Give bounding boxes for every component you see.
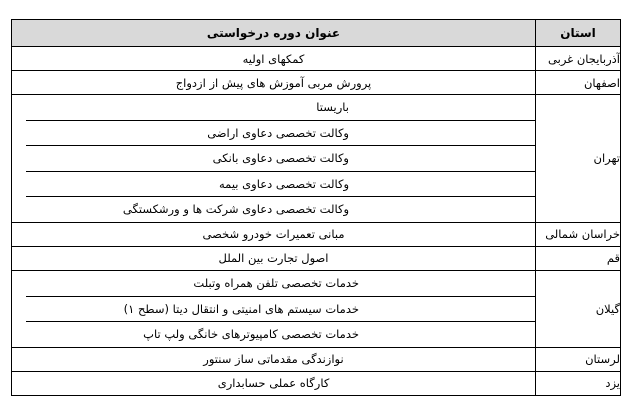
province-cell: یزد bbox=[536, 371, 621, 395]
course-item: وکالت تخصصی دعاوی بیمه bbox=[26, 172, 535, 198]
course-item: خدمات سیستم های امنیتی و انتقال دیتا (سطح ۱) bbox=[26, 297, 535, 323]
table-row bbox=[12, 47, 621, 71]
table-row bbox=[12, 371, 621, 395]
province-cell: قم bbox=[536, 246, 621, 270]
course-item: وکالت تخصصی دعاوی اراضی bbox=[26, 121, 535, 147]
province-cell: آذربایجان غربی bbox=[536, 47, 621, 71]
course-item: وکالت تخصصی دعاوی شرکت ها و ورشکستگی bbox=[122, 202, 349, 217]
province-cell: تهران bbox=[536, 95, 621, 223]
course-item: خدمات تخصصی کامپیوترهای خانگی ولپ تاپ bbox=[143, 327, 359, 342]
table-row bbox=[12, 246, 621, 270]
table-row bbox=[12, 71, 621, 95]
course-group bbox=[12, 270, 536, 347]
course-cell: اصول تجارت بین الملل bbox=[12, 246, 536, 270]
course-item: باریستا bbox=[26, 95, 535, 121]
course-list bbox=[12, 95, 535, 222]
course-cell: نوازندگی مقدماتی ساز سنتور bbox=[12, 347, 536, 371]
course-cell: کمکهای اولیه bbox=[12, 47, 536, 71]
course-group bbox=[12, 95, 536, 223]
course-item: خدمات تخصصی تلفن همراه وتبلت bbox=[26, 271, 535, 297]
table-row bbox=[12, 347, 621, 371]
course-item: وکالت تخصصی دعاوی بانکی bbox=[26, 146, 535, 172]
course-cell: مبانی تعمیرات خودرو شخصی bbox=[12, 222, 536, 246]
province-cell: اصفهان bbox=[536, 71, 621, 95]
header-province: استان bbox=[536, 20, 621, 47]
courses-table bbox=[11, 19, 621, 396]
course-list bbox=[12, 271, 535, 347]
course-cell: پرورش مربی آموزش های پیش از ازدواج bbox=[12, 71, 536, 95]
course-cell: کارگاه عملی حسابداری bbox=[12, 371, 536, 395]
table-row bbox=[12, 270, 621, 347]
province-cell: خراسان شمالی bbox=[536, 222, 621, 246]
province-cell: لرستان bbox=[536, 347, 621, 371]
table-row bbox=[12, 95, 621, 223]
header-row bbox=[12, 20, 621, 47]
province-cell: گیلان bbox=[536, 270, 621, 347]
table-row bbox=[12, 222, 621, 246]
header-course: عنوان دوره درخواستی bbox=[12, 20, 536, 47]
